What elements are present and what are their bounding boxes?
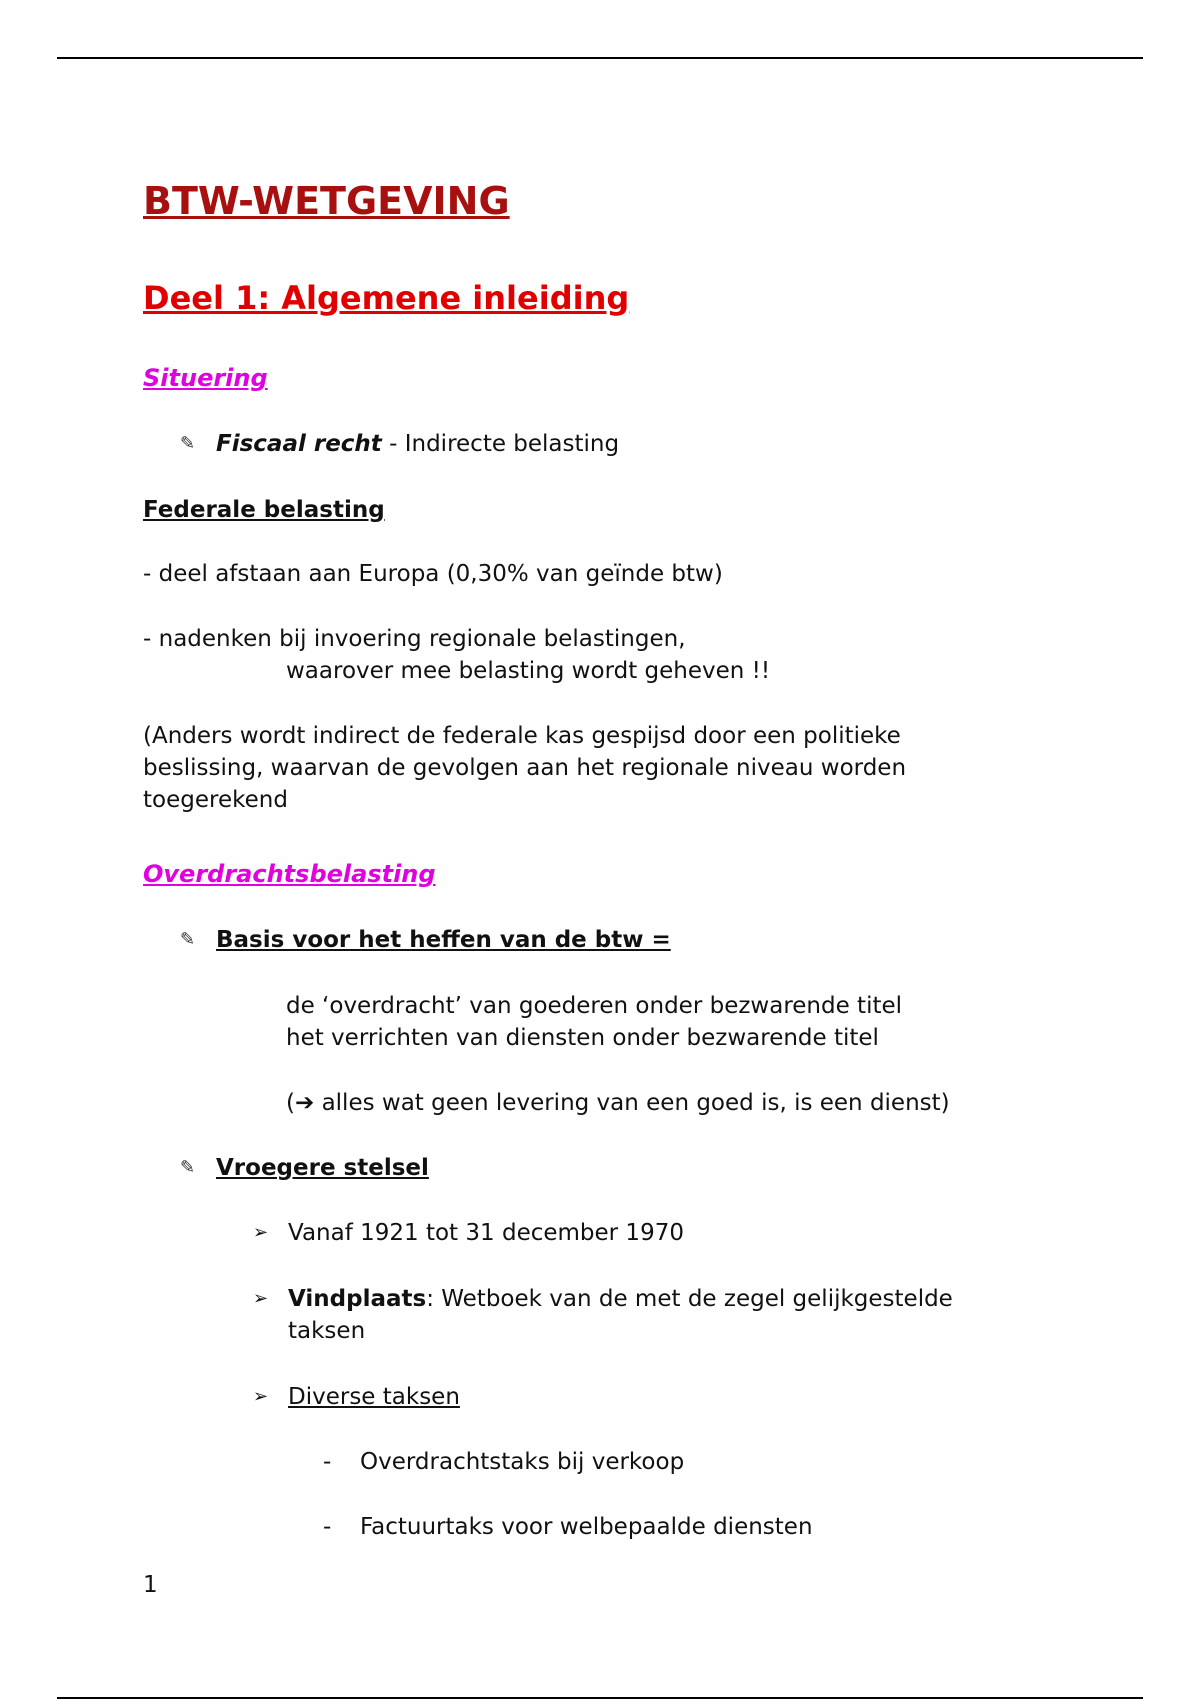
vindplaats-line xyxy=(288,1283,953,1315)
nadenken-line-1: - nadenken bij invoering regionale belastingen, xyxy=(143,626,686,652)
basis-note-text: alles wat geen levering van een goed is, is een dienst) xyxy=(314,1090,950,1116)
pen-icon: ✎ xyxy=(180,929,196,950)
bottom-rule xyxy=(57,1697,1143,1699)
dash-bullet-icon: - xyxy=(323,1449,332,1475)
pen-icon: ✎ xyxy=(180,433,196,454)
basis-line-1: de ‘overdracht’ van goederen onder bezwarende titel xyxy=(286,993,903,1019)
list-item: Factuurtaks voor welbepaalde diensten xyxy=(360,1514,813,1540)
anders-line-1: (Anders wordt indirect de federale kas gespijsd door een politieke xyxy=(143,723,901,749)
document-title: BTW-WETGEVING xyxy=(143,179,510,223)
fiscaal-recht-rest: - Indirecte belasting xyxy=(381,431,620,457)
dash-bullet-icon: - xyxy=(323,1514,332,1540)
diverse-taksen-heading: Diverse taksen xyxy=(288,1384,460,1410)
top-rule xyxy=(57,57,1143,59)
vindplaats-line-2: taksen xyxy=(288,1318,366,1344)
deel-afstaan-text: - deel afstaan aan Europa (0,30% van geïnde btw) xyxy=(143,561,723,587)
pen-icon: ✎ xyxy=(180,1157,196,1178)
basis-line-2: het verrichten van diensten onder bezwarende titel xyxy=(286,1025,879,1051)
federale-belasting-heading: Federale belasting xyxy=(143,497,385,523)
part-heading: Deel 1: Algemene inleiding xyxy=(143,279,630,317)
triangle-bullet-icon: ➢ xyxy=(253,1288,269,1309)
nadenken-line-2: waarover mee belasting wordt geheven !! xyxy=(286,658,771,684)
fiscaal-recht-label: Fiscaal recht xyxy=(216,431,382,457)
vroegere-stelsel-heading: Vroegere stelsel xyxy=(216,1155,429,1181)
triangle-bullet-icon: ➢ xyxy=(253,1386,269,1407)
page-number: 1 xyxy=(143,1572,158,1598)
section-situering-heading: Situering xyxy=(143,364,268,392)
anders-line-3: toegerekend xyxy=(143,787,288,813)
vanaf-text: Vanaf 1921 tot 31 december 1970 xyxy=(288,1220,684,1246)
basis-note-prefix: ( xyxy=(286,1090,295,1116)
basis-note xyxy=(286,1087,950,1119)
arrow-right-icon: ➔ xyxy=(294,1090,315,1116)
fiscaal-recht-line xyxy=(216,428,619,460)
anders-line-2: beslissing, waarvan de gevolgen aan het regionale niveau worden xyxy=(143,755,907,781)
section-overdracht-heading: Overdrachtsbelasting xyxy=(143,860,436,888)
triangle-bullet-icon: ➢ xyxy=(253,1222,269,1243)
vindplaats-rest: : Wetboek van de met de zegel gelijkgestelde xyxy=(426,1286,953,1312)
basis-heading: Basis voor het heffen van de btw = xyxy=(216,927,671,953)
list-item: Overdrachtstaks bij verkoop xyxy=(360,1449,685,1475)
vindplaats-label: Vindplaats xyxy=(288,1286,427,1312)
